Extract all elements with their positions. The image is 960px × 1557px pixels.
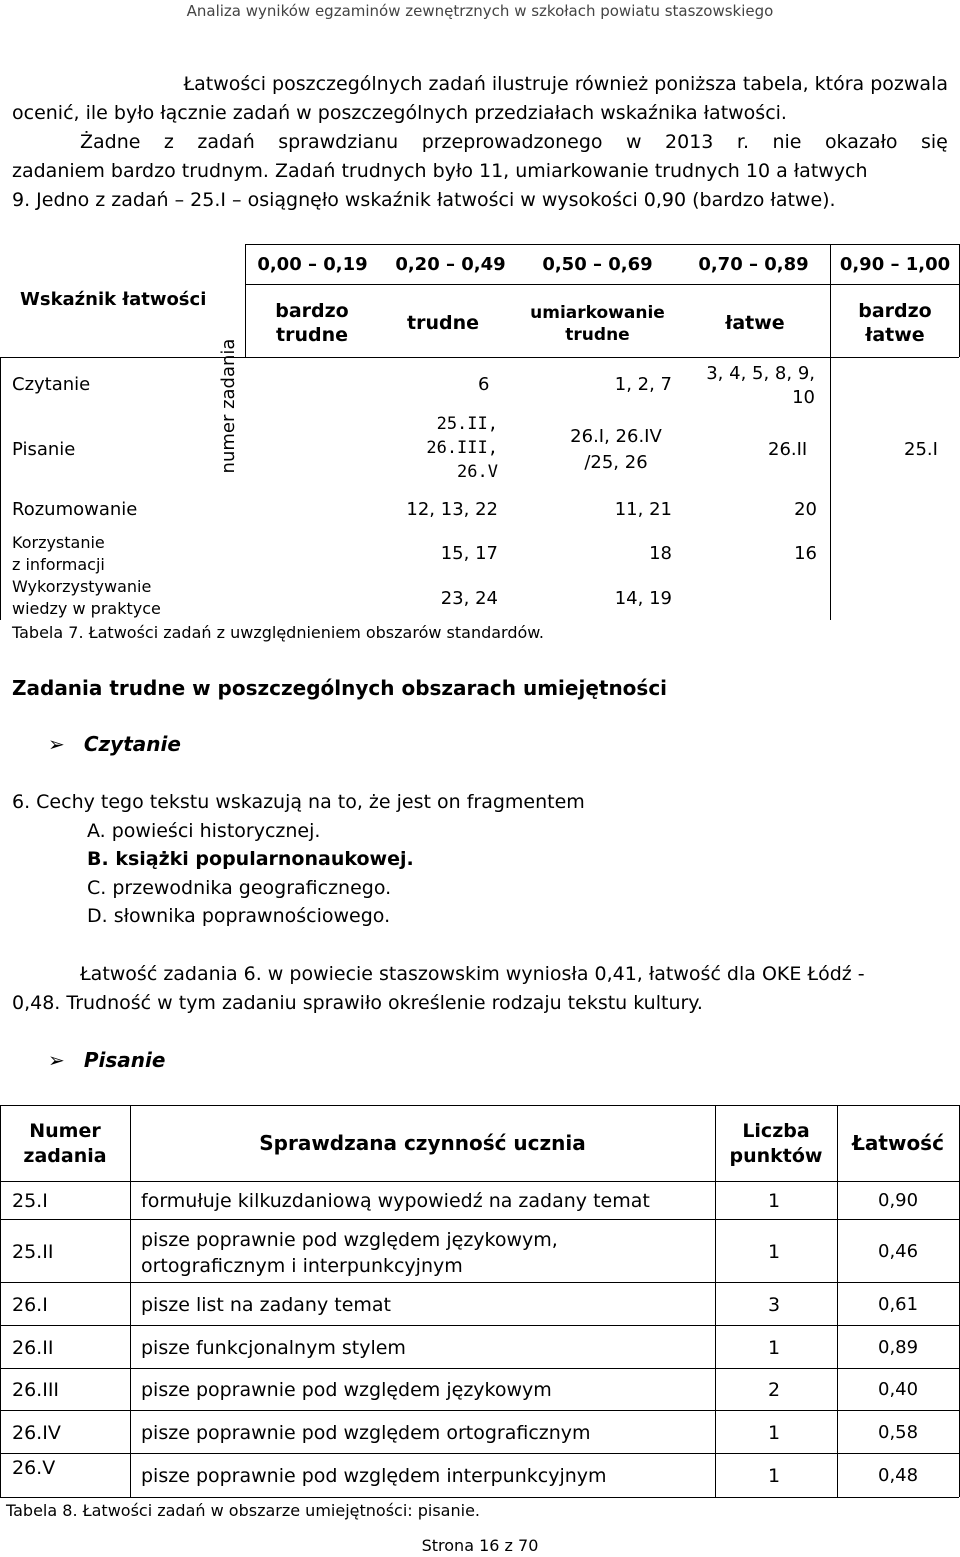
row-2-nr: 25.II bbox=[12, 1241, 54, 1263]
korzystanie-label-1: Korzystanie bbox=[12, 533, 105, 552]
option-b: B. książki popularnonaukowej. bbox=[87, 848, 414, 870]
header-numer-1: Numer bbox=[29, 1120, 101, 1142]
header-czynnosc: Sprawdzana czynność ucznia bbox=[259, 1131, 586, 1155]
row-5-czynnosc: pisze poprawnie pod względem językowym bbox=[141, 1379, 552, 1401]
row-2-czynnosc-2: ortograficznym i interpunkcyjnym bbox=[141, 1255, 463, 1277]
row-2-czynnosc-1: pisze poprawnie pod względem językowym, bbox=[141, 1229, 558, 1251]
intro-line-1: Łatwości poszczególnych zadań ilustruje również poniższa tabela, która pozwala bbox=[183, 73, 948, 95]
wykorzystywanie-trudne: 23, 24 bbox=[440, 588, 498, 609]
pisanie-umiarkowanie bbox=[556, 424, 676, 476]
range-header-5: 0,90 – 1,00 bbox=[839, 254, 951, 275]
row-4-nr: 26.II bbox=[12, 1337, 54, 1359]
table-8 bbox=[0, 1105, 960, 1525]
rozumowanie-latwe: 20 bbox=[794, 499, 817, 520]
row-7-nr: 26.V bbox=[12, 1457, 56, 1479]
word: r. bbox=[736, 131, 749, 153]
row-5-nr: 26.III bbox=[12, 1379, 60, 1401]
bullet-czytanie-label: Czytanie bbox=[83, 732, 181, 756]
word: okazało bbox=[824, 131, 898, 153]
header-latwosc: Łatwość bbox=[852, 1131, 944, 1155]
intro-paragraph bbox=[12, 70, 948, 215]
czytanie-trudne: 6 bbox=[478, 374, 490, 395]
row-6-nr: 26.IV bbox=[12, 1422, 61, 1444]
category-trudne: trudne bbox=[407, 312, 479, 334]
page-header: Analiza wyników egzaminów zewnętrznych w szkołach powiatu staszowskiego bbox=[186, 2, 774, 20]
table-8-caption: Tabela 8. Łatwości zadań w obszarze umiejętności: pisanie. bbox=[6, 1501, 480, 1520]
row-label-wykorzystywanie bbox=[12, 576, 161, 620]
word: przeprowadzonego bbox=[421, 131, 603, 153]
row-1-nr: 25.I bbox=[12, 1190, 48, 1212]
section-heading: Zadania trudne w poszczególnych obszarach umiejętności bbox=[12, 676, 668, 700]
row-4-czynnosc: pisze funkcjonalnym stylem bbox=[141, 1337, 406, 1359]
row-2-czynnosc bbox=[141, 1227, 558, 1279]
wykorzystywanie-label-2: wiedzy w praktyce bbox=[12, 599, 161, 618]
row-1-latwosc: 0,90 bbox=[878, 1190, 919, 1211]
table-7-caption: Tabela 7. Łatwości zadań z uwzględnieniem obszarów standardów. bbox=[12, 623, 544, 642]
bullet-pisanie bbox=[48, 1048, 165, 1072]
intro-line-2: ocenić, ile było łącznie zadań w poszczególnych przedziałach wskaźnika łatwości. bbox=[12, 102, 787, 124]
row-3-czynnosc: pisze list na zadany temat bbox=[141, 1294, 391, 1316]
header-numer bbox=[4, 1119, 126, 1169]
word: zadań bbox=[197, 131, 255, 153]
czytanie-latwe: 3, 4, 5, 8, 9, 10 bbox=[706, 363, 815, 408]
word: 2013 bbox=[665, 131, 714, 153]
row-label-korzystanie bbox=[12, 532, 105, 576]
pisanie-latwe: 26.II bbox=[768, 439, 808, 460]
numer-zadania-label: numer zadania bbox=[218, 338, 239, 474]
row-7-czynnosc: pisze poprawnie pod względem interpunkcyjnym bbox=[141, 1465, 607, 1487]
ease-line-1: Łatwość zadania 6. w powiecie staszowskim wyniosła 0,41, łatwość dla OKE Łódź - bbox=[80, 963, 865, 985]
czytanie-umiarkowanie: 1, 2, 7 bbox=[614, 374, 672, 395]
word: w bbox=[626, 131, 642, 153]
bullet-pisanie-label: Pisanie bbox=[83, 1048, 166, 1072]
page-number: Strona 16 z 70 bbox=[421, 1536, 539, 1555]
option-d: D. słownika poprawnościowego. bbox=[87, 905, 391, 927]
question-stem: 6. Cechy tego tekstu wskazują na to, że jest on fragmentem bbox=[12, 791, 585, 813]
header-punkty-1: Liczba bbox=[742, 1120, 810, 1142]
korzystanie-latwe: 16 bbox=[794, 543, 817, 564]
option-a: A. powieści historycznej. bbox=[87, 819, 321, 842]
row-7-punkty: 1 bbox=[768, 1465, 781, 1487]
range-header-3: 0,50 – 0,69 bbox=[542, 254, 653, 275]
row-2-latwosc: 0,46 bbox=[878, 1241, 919, 1262]
ease-line-2: 0,48. Trudność w tym zadaniu sprawiło określenie rodzaju tekstu kultury. bbox=[12, 992, 703, 1014]
intro-line-4: zadaniem bardzo trudnym. Zadań trudnych było 11, umiarkowanie trudnych 10 a łatwych bbox=[12, 160, 868, 182]
table-7 bbox=[0, 244, 960, 644]
arrow-icon: ➢ bbox=[48, 732, 65, 756]
rotated-label-wrapper bbox=[218, 338, 239, 474]
pisanie-trudne: 25.II, 26.III, 26.V bbox=[426, 414, 498, 482]
korzystanie-trudne: 15, 17 bbox=[440, 543, 498, 564]
word: się bbox=[920, 131, 948, 153]
row-1-czynnosc: formułuje kilkuzdaniową wypowiedź na zadany temat bbox=[141, 1190, 650, 1212]
row-3-latwosc: 0,61 bbox=[878, 1294, 919, 1315]
question-block bbox=[12, 788, 948, 931]
range-header-4: 0,70 – 0,89 bbox=[698, 254, 809, 275]
row-2-punkty: 1 bbox=[768, 1241, 781, 1263]
row-3-punkty: 3 bbox=[768, 1294, 781, 1316]
row-1-punkty: 1 bbox=[768, 1190, 781, 1212]
option-c: C. przewodnika geograficznego. bbox=[87, 876, 392, 899]
category-bardzo-trudne: bardzo trudne bbox=[275, 300, 349, 346]
rozumowanie-trudne: 12, 13, 22 bbox=[406, 499, 498, 520]
row-6-latwosc: 0,58 bbox=[878, 1422, 919, 1443]
row-6-czynnosc: pisze poprawnie pod względem ortograficznym bbox=[141, 1422, 591, 1444]
intro-line-3 bbox=[12, 128, 948, 157]
category-latwe: łatwe bbox=[725, 312, 785, 334]
category-bardzo-latwe: bardzo łatwe bbox=[858, 300, 932, 346]
row-3-nr: 26.I bbox=[12, 1294, 48, 1316]
korzystanie-umiarkowanie: 18 bbox=[649, 543, 672, 564]
arrow-icon: ➢ bbox=[48, 1048, 65, 1072]
row-header-wskaznik: Wskaźnik łatwości bbox=[20, 289, 207, 310]
row-label-rozumowanie: Rozumowanie bbox=[12, 499, 138, 520]
row-label-pisanie: Pisanie bbox=[12, 439, 76, 460]
row-4-punkty: 1 bbox=[768, 1337, 781, 1359]
range-header-1: 0,00 – 0,19 bbox=[257, 254, 368, 275]
row-5-latwosc: 0,40 bbox=[878, 1379, 919, 1400]
row-5-punkty: 2 bbox=[768, 1379, 781, 1401]
row-label-czytanie: Czytanie bbox=[12, 374, 91, 395]
row-4-latwosc: 0,89 bbox=[878, 1337, 919, 1358]
bullet-czytanie bbox=[48, 732, 181, 756]
korzystanie-label-2: z informacji bbox=[12, 555, 105, 574]
pisanie-bardzo-latwe: 25.I bbox=[904, 439, 938, 460]
header-numer-2: zadania bbox=[23, 1145, 107, 1167]
word: sprawdzianu bbox=[278, 131, 399, 153]
wykorzystywanie-umiarkowanie: 14, 19 bbox=[614, 588, 672, 609]
ease-paragraph bbox=[12, 960, 948, 1018]
word: Żadne bbox=[80, 131, 141, 153]
row-6-punkty: 1 bbox=[768, 1422, 781, 1444]
wykorzystywanie-label-1: Wykorzystywanie bbox=[12, 577, 152, 596]
word: nie bbox=[772, 131, 802, 153]
word: z bbox=[163, 131, 174, 153]
header-punkty-2: punktów bbox=[729, 1145, 823, 1167]
category-umiarkowanie-trudne: umiarkowanie trudne bbox=[530, 303, 665, 345]
intro-line-5: 9. Jedno z zadań – 25.I – osiągnęło wskaźnik łatwości w wysokości 0,90 (bardzo łatwe). bbox=[12, 189, 836, 211]
row-7-latwosc: 0,48 bbox=[878, 1465, 919, 1486]
pisanie-umiarkowanie-text: 26.I, 26.IV /25, 26 bbox=[570, 426, 662, 473]
range-header-2: 0,20 – 0,49 bbox=[395, 254, 506, 275]
header-punkty bbox=[716, 1119, 836, 1169]
rozumowanie-umiarkowanie: 11, 21 bbox=[614, 499, 672, 520]
